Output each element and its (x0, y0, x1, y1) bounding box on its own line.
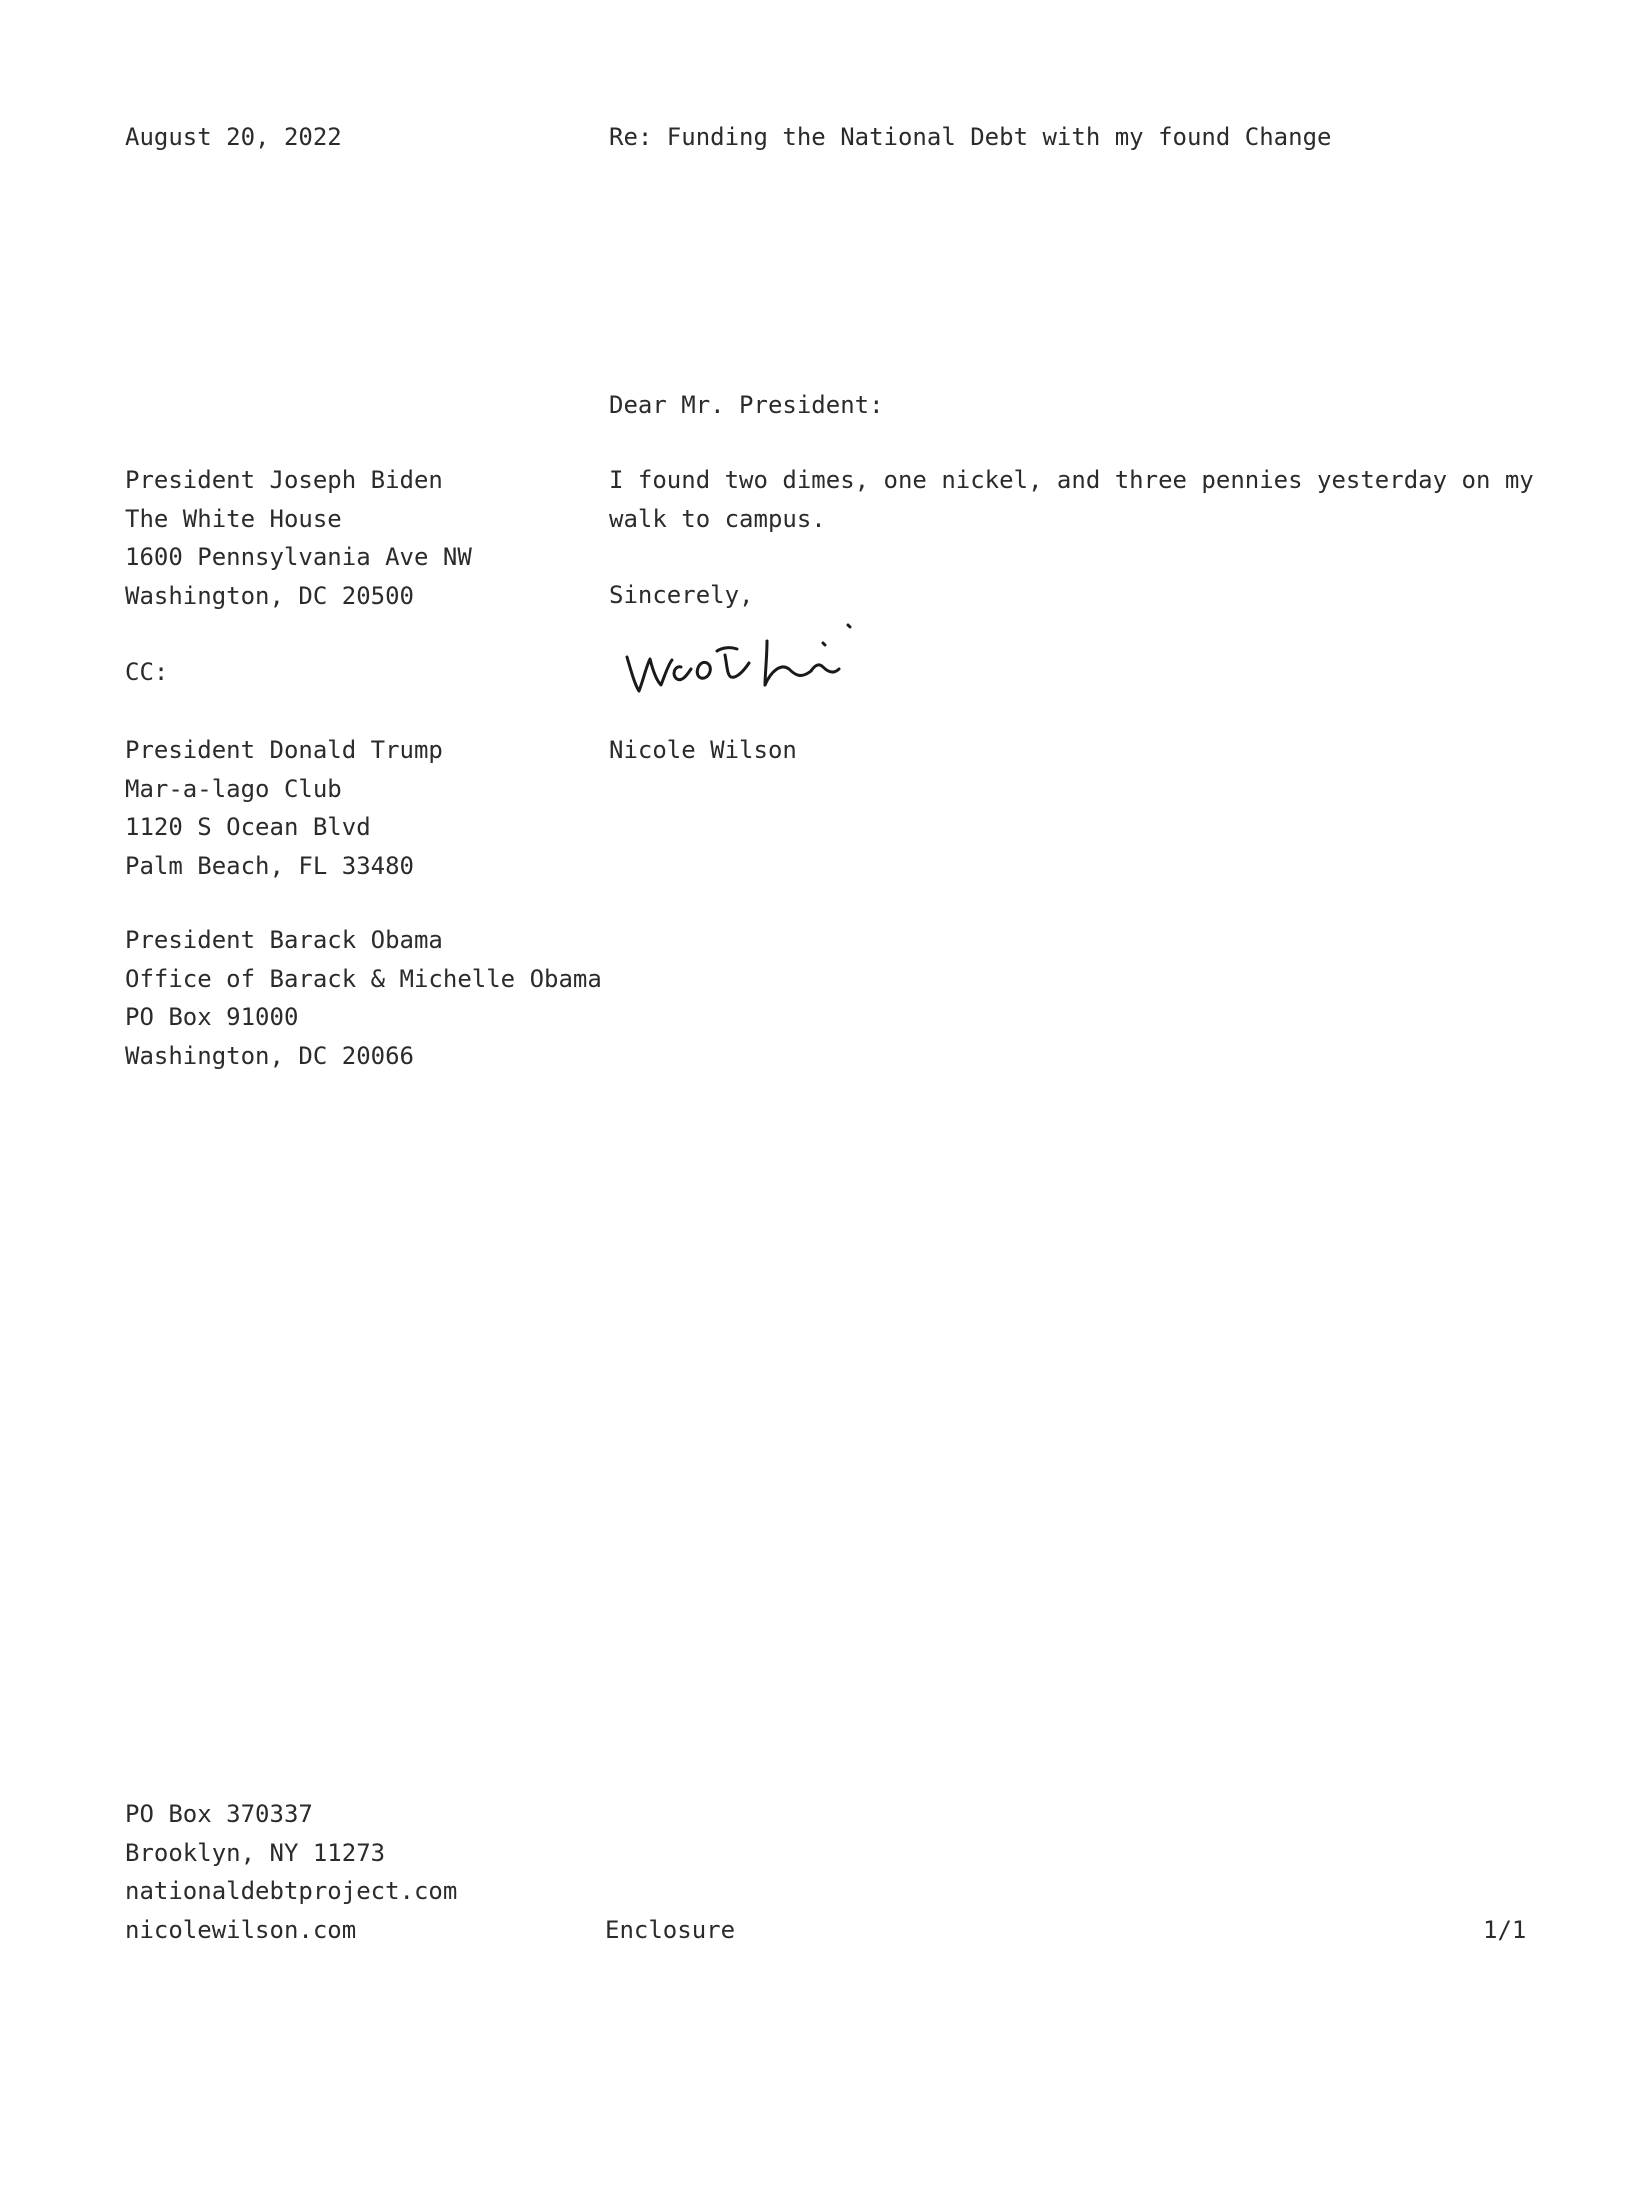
body-line: walk to campus. (609, 504, 826, 533)
salutation (609, 386, 884, 425)
address-line: President Joseph Biden (125, 466, 443, 494)
letter-body (609, 461, 1534, 538)
cc-recipient-address (125, 921, 602, 1075)
cc-label (125, 653, 168, 692)
address-line: President Barack Obama (125, 926, 443, 954)
address-line: 1600 Pennsylvania Ave NW (125, 543, 472, 571)
signature-graphic (615, 605, 935, 715)
signer-text: Nicole Wilson (609, 736, 797, 764)
date-text: August 20, 2022 (125, 123, 342, 151)
page-number-text: 1/1 (1483, 1916, 1527, 1944)
enclosure-note (605, 1911, 735, 1950)
enclosure-text: Enclosure (605, 1916, 736, 1944)
address-line: Mar-a-lago Club (125, 774, 342, 803)
closing-text: Sincerely, (609, 581, 754, 609)
sender-line: PO Box 370337 (125, 1800, 313, 1828)
address-line: Office of Barack & Michelle Obama (125, 964, 602, 993)
recipient-address (125, 461, 472, 615)
address-line: The White House (125, 504, 342, 533)
sender-address (125, 1795, 457, 1949)
body-line: I found two dimes, one nickel, and three pennies yesterday on my (609, 466, 1534, 494)
cc-recipient-address (125, 731, 443, 885)
subject-text: Re: Funding the National Debt with my found Change (609, 123, 1332, 151)
address-line: Washington, DC 20500 (125, 581, 414, 610)
subject-line (609, 118, 1331, 157)
sender-link: nationaldebtproject.com (125, 1877, 458, 1905)
address-line: Palm Beach, FL 33480 (125, 851, 414, 880)
cc-label-text: CC: (125, 658, 169, 686)
salutation-text: Dear Mr. President: (609, 391, 884, 419)
handwritten-signature (615, 605, 935, 715)
page-number (1483, 1911, 1526, 1950)
address-line: 1120 S Ocean Blvd (125, 813, 371, 841)
letter-date (125, 118, 342, 157)
address-line: Washington, DC 20066 (125, 1041, 414, 1070)
address-line: President Donald Trump (125, 736, 443, 764)
sender-line: Brooklyn, NY 11273 (125, 1838, 386, 1867)
address-line: PO Box 91000 (125, 1003, 299, 1031)
signer-name (609, 731, 797, 770)
sender-link: nicolewilson.com (125, 1915, 357, 1944)
